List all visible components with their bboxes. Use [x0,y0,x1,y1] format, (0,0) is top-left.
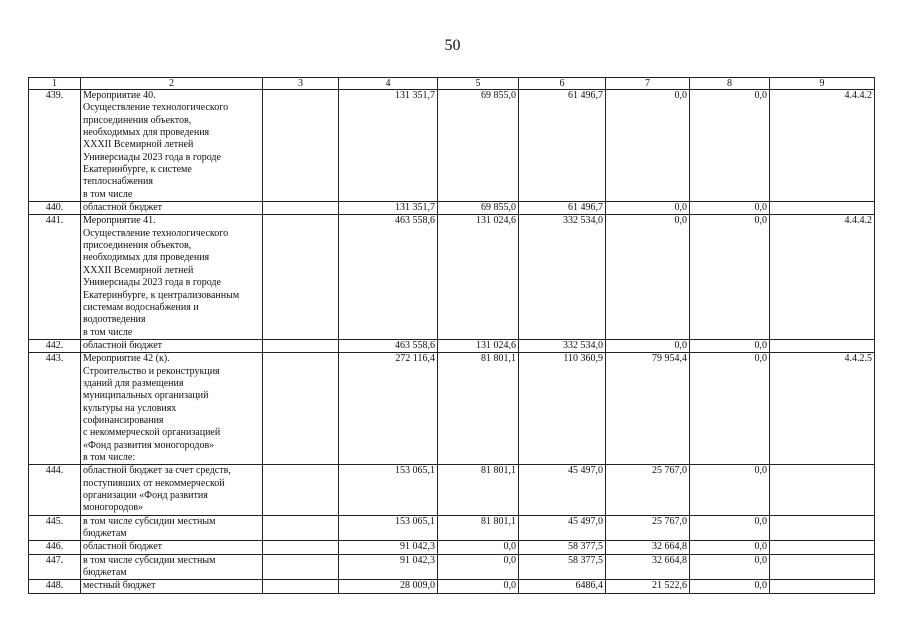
description-line: водоотведения [83,314,146,326]
budget-table [28,77,875,594]
description-line: с некоммерческой организацией [83,427,221,439]
description-line: в том числе: [83,451,136,463]
amount-col8-cell: 0,0 [690,541,770,554]
description-line: в том числе субсидии местным [83,554,216,566]
amount-col6-cell: 58 377,5 [519,554,606,580]
description-line: системам водоснабжения и [83,301,199,313]
col3-cell [263,515,339,541]
column-number: 3 [263,78,339,90]
table-body [29,78,875,594]
description-line: присоединения объектов, [83,240,192,252]
description-line: Универсиады 2023 года в городе [83,277,221,289]
target-code-cell [770,580,875,593]
amount-col5-cell: 131 024,6 [438,339,519,352]
table-row [29,580,875,593]
col3-cell [263,215,339,339]
description-line: необходимых для проведения [83,127,210,139]
description-cell [81,515,263,541]
column-number-row [29,78,875,90]
row-number-cell: 443. [29,353,81,465]
description-line: организации «Фонд развития [83,490,208,501]
row-number-cell: 448. [29,580,81,593]
amount-total-cell: 28 009,0 [339,580,438,593]
amount-total-cell: 463 558,6 [339,339,438,352]
description-line: моногородов» [83,502,144,514]
amount-col8-cell: 0,0 [690,465,770,515]
description-line: бюджетам [83,567,127,579]
col3-cell [263,554,339,580]
amount-col8-cell: 0,0 [690,90,770,202]
col3-cell [263,339,339,352]
description-line: местный бюджет [83,580,156,592]
amount-col6-cell: 61 496,7 [519,90,606,202]
description-cell [81,353,263,465]
description-line: «Фонд развития моногородов» [83,439,215,451]
description-line: Осуществление технологического [83,102,229,114]
amount-col6-cell: 332 534,0 [519,215,606,339]
target-code-cell [770,465,875,515]
amount-total-cell: 91 042,3 [339,541,438,554]
amount-col5-cell: 69 855,0 [438,90,519,202]
description-line: областной бюджет [83,541,163,553]
column-number: 7 [606,78,690,90]
description-line: областной бюджет [83,202,163,214]
amount-col5-cell: 81 801,1 [438,515,519,541]
description-line: бюджетам [83,528,127,540]
amount-col6-cell: 110 360,9 [519,353,606,465]
amount-col8-cell: 0,0 [690,339,770,352]
amount-col5-cell: 81 801,1 [438,465,519,515]
table-row [29,339,875,352]
target-code-cell [770,554,875,580]
description-line: Осуществление технологического [83,227,229,239]
description-cell [81,580,263,593]
amount-col6-cell: 45 497,0 [519,465,606,515]
description-line: софинансирования [83,414,164,426]
description-cell [81,541,263,554]
amount-col8-cell: 0,0 [690,215,770,339]
amount-col6-cell: 58 377,5 [519,541,606,554]
description-line: Универсиады 2023 года в городе [83,151,221,163]
amount-col8-cell: 0,0 [690,202,770,215]
description-cell [81,465,263,515]
description-line: областной бюджет за счет средств, [83,465,231,477]
amount-col7-cell: 0,0 [606,339,690,352]
description-line: в том числе [83,326,133,338]
amount-col8-cell: 0,0 [690,554,770,580]
column-number: 8 [690,78,770,90]
col3-cell [263,90,339,202]
amount-total-cell: 272 116,4 [339,353,438,465]
amount-col7-cell: 0,0 [606,202,690,215]
row-number-cell: 446. [29,541,81,554]
target-code-cell: 4.4.2.5 [770,353,875,465]
target-code-cell [770,202,875,215]
table-row [29,541,875,554]
description-line: поступивших от некоммерческой [83,477,225,489]
amount-total-cell: 131 351,7 [339,90,438,202]
amount-total-cell: 463 558,6 [339,215,438,339]
col3-cell [263,541,339,554]
column-number: 1 [29,78,81,90]
amount-col5-cell: 0,0 [438,541,519,554]
description-cell [81,90,263,202]
description-line: областной бюджет [83,339,163,351]
description-line: Строительство и реконструкция [83,365,220,377]
target-code-cell: 4.4.4.2 [770,215,875,339]
table-row [29,202,875,215]
description-cell [81,215,263,339]
amount-col5-cell: 0,0 [438,580,519,593]
table-row [29,515,875,541]
amount-col6-cell: 6486,4 [519,580,606,593]
amount-col6-cell: 45 497,0 [519,515,606,541]
column-number: 4 [339,78,438,90]
description-line: в том числе [83,188,133,200]
target-code-cell [770,515,875,541]
amount-col5-cell: 69 855,0 [438,202,519,215]
amount-col5-cell: 131 024,6 [438,215,519,339]
amount-col7-cell: 25 767,0 [606,465,690,515]
table-row [29,353,875,465]
amount-col7-cell: 0,0 [606,215,690,339]
column-number: 2 [81,78,263,90]
amount-col7-cell: 25 767,0 [606,515,690,541]
description-cell [81,202,263,215]
amount-col8-cell: 0,0 [690,353,770,465]
table-row [29,554,875,580]
amount-col5-cell: 0,0 [438,554,519,580]
description-line: Мероприятие 42 (к). [83,353,170,365]
description-line: Мероприятие 40. [83,90,156,101]
column-number: 5 [438,78,519,90]
description-line: Мероприятие 41. [83,215,156,227]
description-line: муниципальных организаций [83,390,209,402]
amount-col7-cell: 32 664,8 [606,554,690,580]
description-cell [81,339,263,352]
target-code-cell [770,541,875,554]
row-number-cell: 442. [29,339,81,352]
amount-col7-cell: 0,0 [606,90,690,202]
table-row [29,215,875,339]
row-number-cell: 440. [29,202,81,215]
description-line: в том числе субсидии местным [83,515,216,527]
description-line: XXXII Всемирной летней [83,139,194,151]
page-number: 50 [444,37,461,54]
amount-total-cell: 153 065,1 [339,465,438,515]
table-row [29,465,875,515]
target-code-cell: 4.4.4.2 [770,90,875,202]
row-number-cell: 441. [29,215,81,339]
amount-col7-cell: 21 522,6 [606,580,690,593]
row-number-cell: 444. [29,465,81,515]
amount-col5-cell: 81 801,1 [438,353,519,465]
amount-col6-cell: 332 534,0 [519,339,606,352]
description-line: зданий для размещения [83,377,184,389]
col3-cell [263,465,339,515]
col3-cell [263,202,339,215]
amount-col7-cell: 32 664,8 [606,541,690,554]
amount-col6-cell: 61 496,7 [519,202,606,215]
description-line: необходимых для проведения [83,252,210,264]
description-line: присоединения объектов, [83,114,192,126]
amount-col8-cell: 0,0 [690,580,770,593]
table-row [29,90,875,202]
col3-cell [263,353,339,465]
description-cell [81,554,263,580]
row-number-cell: 447. [29,554,81,580]
description-line: Екатеринбурге, к системе [83,164,192,176]
column-number: 9 [770,78,875,90]
amount-total-cell: 153 065,1 [339,515,438,541]
column-number: 6 [519,78,606,90]
amount-total-cell: 131 351,7 [339,202,438,215]
col3-cell [263,580,339,593]
description-line: культуры на условиях [83,402,177,414]
row-number-cell: 439. [29,90,81,202]
description-line: Екатеринбурге, к централизованным [83,289,240,301]
description-line: теплоснабжения [83,176,153,188]
amount-col7-cell: 79 954,4 [606,353,690,465]
target-code-cell [770,339,875,352]
amount-col8-cell: 0,0 [690,515,770,541]
row-number-cell: 445. [29,515,81,541]
description-line: XXXII Всемирной летней [83,264,194,276]
amount-total-cell: 91 042,3 [339,554,438,580]
